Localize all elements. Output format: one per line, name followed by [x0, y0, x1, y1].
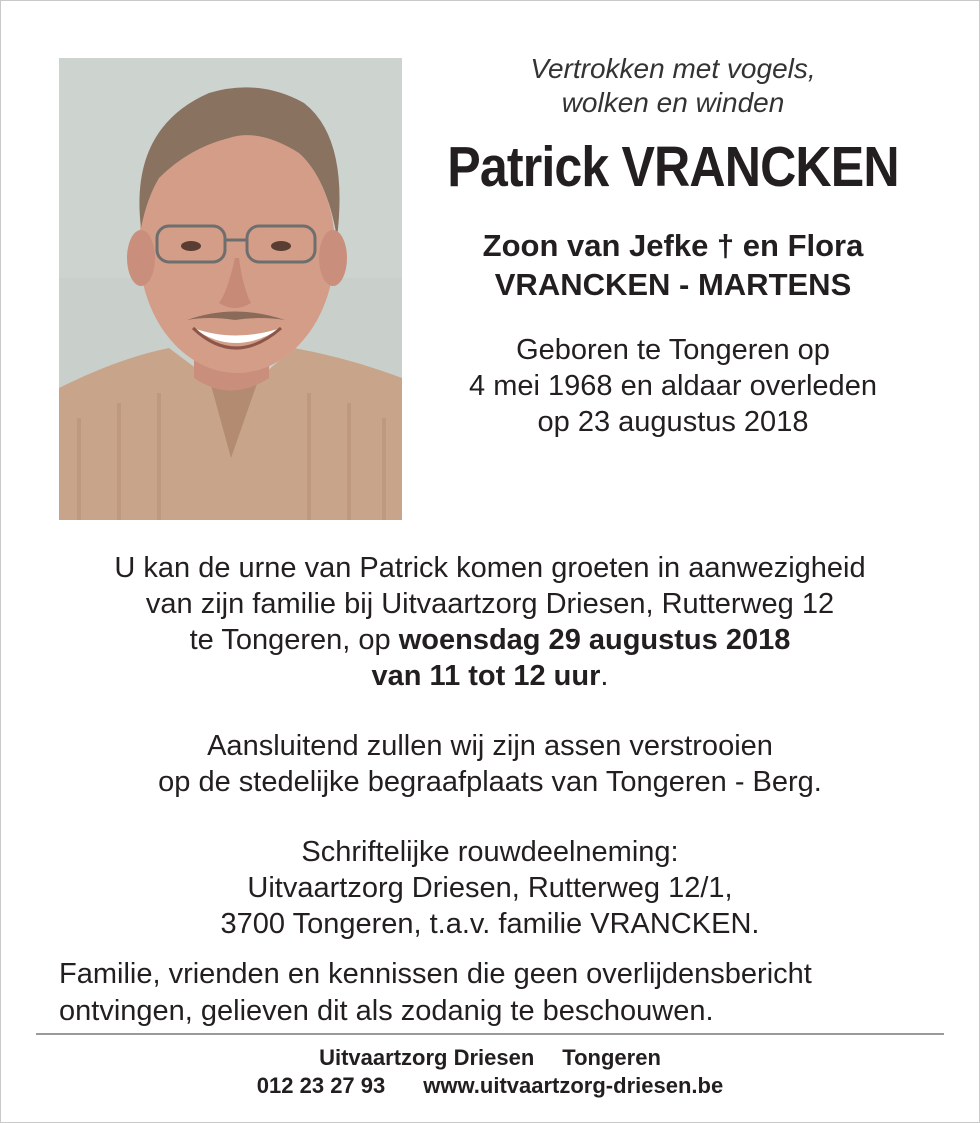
birth-line: 4 mei 1968 en aldaar overleden [469, 370, 877, 402]
deceased-name: Patrick VRANCKEN [447, 135, 899, 199]
visitation-paragraph [20, 550, 960, 694]
visit-date: woensdag 29 augustus 2018 [398, 624, 791, 656]
visit-text: . [600, 660, 609, 692]
footer-row [0, 1072, 980, 1100]
parents-block [408, 226, 938, 304]
footer-divider [36, 1033, 944, 1035]
condolence-paragraph [20, 834, 960, 942]
portrait-icon [59, 58, 402, 520]
closing-line: Familie, vrienden en kennissen die geen overlijdensbericht [59, 958, 812, 990]
footer-row [0, 1044, 980, 1072]
birth-line: op 23 augustus 2018 [537, 406, 809, 438]
funeral-company-city: Tongeren [562, 1045, 661, 1070]
footer [0, 1044, 980, 1100]
body-text [20, 550, 960, 942]
funeral-company-name: Uitvaartzorg Driesen [319, 1045, 535, 1070]
condolence-line: Uitvaartzorg Driesen, Rutterweg 12/1, [247, 872, 733, 904]
visit-line [20, 622, 960, 658]
funeral-company-website[interactable]: www.uitvaartzorg-driesen.be [423, 1073, 724, 1098]
quote-line: wolken en winden [561, 87, 785, 118]
funeral-company-phone: 012 23 27 93 [256, 1073, 386, 1098]
ashes-line: op de stedelijke begraafplaats van Tongeren - Berg. [158, 766, 822, 798]
ashes-line: Aansluitend zullen wij zijn assen verstrooien [207, 730, 773, 762]
quote-line: Vertrokken met vogels, [530, 53, 816, 84]
visit-text: te Tongeren, op [189, 624, 399, 656]
birth-line: Geboren te Tongeren op [516, 334, 830, 366]
header-block [408, 52, 938, 440]
memorial-quote [408, 52, 938, 120]
parents-line: VRANCKEN - MARTENS [494, 267, 852, 302]
closing-line: ontvingen, gelieven dit als zodanig te beschouwen. [59, 995, 714, 1027]
closing-paragraph [59, 956, 939, 1030]
visit-line: van zijn familie bij Uitvaartzorg Driesen, Rutterweg 12 [145, 588, 835, 620]
birth-death-block [408, 332, 938, 440]
parents-line: Zoon van Jefke † en Flora [482, 228, 864, 263]
condolence-line: Schriftelijke rouwdeelneming: [301, 836, 679, 868]
visit-time: van 11 tot 12 uur [371, 660, 601, 692]
visit-line: U kan de urne van Patrick komen groeten in aanwezigheid [114, 552, 866, 584]
visit-line [20, 658, 960, 694]
condolence-line: 3700 Tongeren, t.a.v. familie VRANCKEN. [220, 908, 760, 940]
ashes-paragraph [20, 728, 960, 800]
portrait-photo [59, 58, 402, 520]
